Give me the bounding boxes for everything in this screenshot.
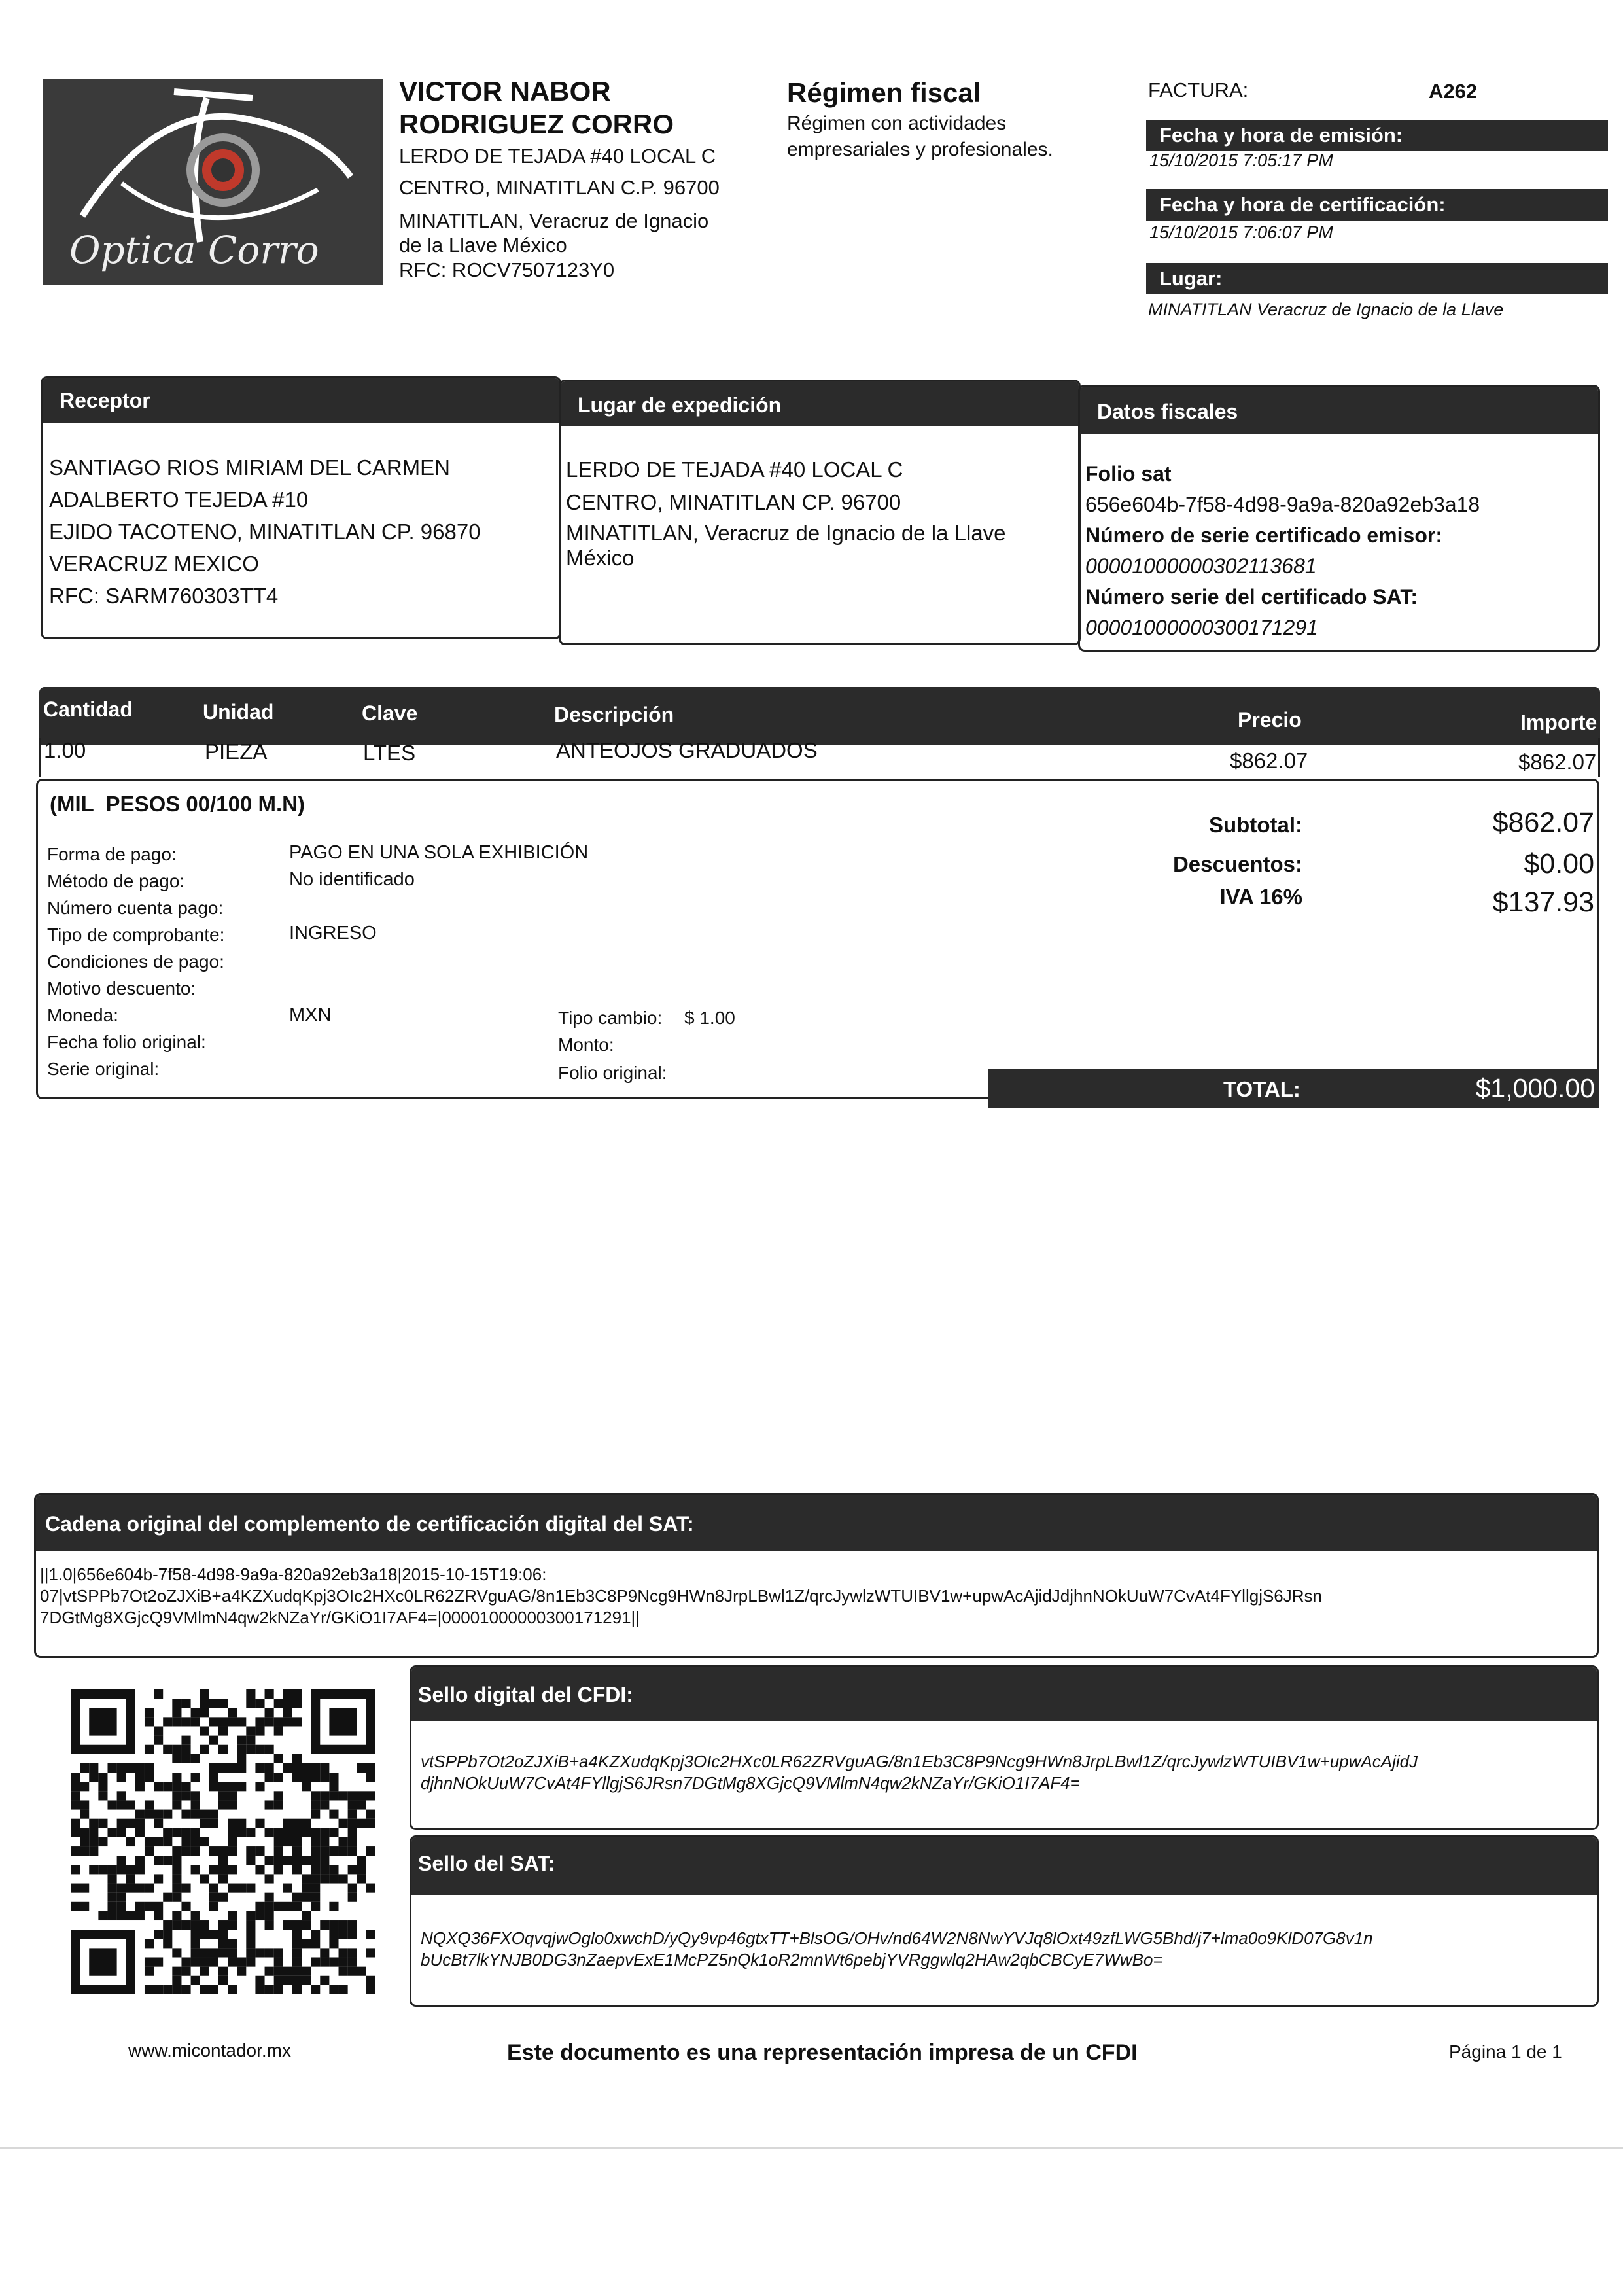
issuer-name-1: VICTOR NABOR bbox=[399, 76, 611, 107]
row-unidad: PIEZA bbox=[205, 739, 268, 764]
cadena-line-1: ||1.0|656e604b-7f58-4d98-9a9a-820a92eb3a18|2015-10-15T19:06: bbox=[40, 1564, 547, 1584]
certificacion-value: 15/10/2015 7:06:07 PM bbox=[1149, 222, 1333, 242]
row-importe: $862.07 bbox=[1518, 750, 1597, 774]
motivo-label: Motivo descuento: bbox=[47, 978, 196, 998]
qr-code bbox=[71, 1689, 375, 1994]
sello-cfdi-header: Sello digital del CFDI: bbox=[411, 1667, 1597, 1721]
metodo-pago-value: No identificado bbox=[289, 869, 415, 890]
expedicion-header: Lugar de expedición bbox=[561, 381, 1079, 426]
sello-sat-header: Sello del SAT: bbox=[411, 1837, 1597, 1895]
folio-original-label: Folio original: bbox=[558, 1063, 667, 1083]
row-cantidad: 1.00 bbox=[44, 738, 86, 762]
forma-pago-value: PAGO EN UNA SOLA EXHIBICIÓN bbox=[289, 842, 589, 863]
receptor-line-4: VERACRUZ MEXICO bbox=[49, 552, 259, 576]
footer-divider bbox=[0, 2147, 1623, 2149]
iva-value: $137.93 bbox=[1492, 887, 1594, 918]
receptor-header: Receptor bbox=[43, 378, 559, 423]
expedicion-line-2: CENTRO, MINATITLAN CP. 96700 bbox=[566, 490, 901, 514]
issuer-address-3: MINATITLAN, Veracruz de Ignacio bbox=[399, 209, 709, 232]
lugar-header: Lugar: bbox=[1146, 263, 1608, 294]
cadena-line-3: 7DGtMg8XGjcQ9VMlmN4qw2kNZaYr/GKiO1I7AF4=|00001000000300171291|| bbox=[40, 1608, 640, 1627]
expedicion-line-1: LERDO DE TEJADA #40 LOCAL C bbox=[566, 457, 903, 482]
tipo-cambio-label: Tipo cambio: bbox=[558, 1008, 663, 1028]
issuer-rfc: RFC: ROCV7507123Y0 bbox=[399, 258, 615, 281]
receptor-line-3: EJIDO TACOTENO, MINATITLAN CP. 96870 bbox=[49, 520, 481, 544]
monto-label: Monto: bbox=[558, 1034, 614, 1055]
fiscales-header: Datos fiscales bbox=[1080, 387, 1598, 434]
cadena-line-2: 07|vtSPPb7Ot2oZJXiB+a4KZXudqKpj3OIc2HXc0LR62ZRVguAG/8n1Eb3C8P9Ncg9HWn8JrpLBwl1Z/qrcJywlzWTUIBV1w+upwAcAjidJdjhnNOkUuW7CvAt4FYllgjS6JRsn bbox=[40, 1586, 1323, 1606]
issuer-address-4: de la Llave México bbox=[399, 234, 567, 256]
expedicion-line-4: México bbox=[566, 546, 635, 570]
table-row bbox=[39, 738, 1600, 777]
sello-sat-line-2: bUcBt7lkYNJB0DG3nZaepvExE1McPZ5nQk1oR2mnWt6pebjYVRggwlq2HAw2qbCBCyE7WwBo= bbox=[421, 1950, 1163, 1969]
factura-label: FACTURA: bbox=[1148, 79, 1249, 101]
serie-original-label: Serie original: bbox=[47, 1059, 160, 1079]
regimen-line-2: empresariales y profesionales. bbox=[787, 139, 1053, 160]
footer-note: Este documento es una representación impresa de un CFDI bbox=[507, 2040, 1138, 2065]
tipo-comprobante-value: INGRESO bbox=[289, 923, 377, 944]
receptor-line-1: SANTIAGO RIOS MIRIAM DEL CARMEN bbox=[49, 455, 451, 480]
total-value: $1,000.00 bbox=[1475, 1073, 1595, 1103]
subtotal-value: $862.07 bbox=[1492, 807, 1594, 838]
issuer-address-2: CENTRO, MINATITLAN C.P. 96700 bbox=[399, 176, 720, 199]
footer-website[interactable]: www.micontador.mx bbox=[128, 2040, 291, 2060]
row-precio: $862.07 bbox=[1230, 749, 1308, 773]
factura-value: A262 bbox=[1429, 80, 1478, 103]
receptor-line-5: RFC: SARM760303TT4 bbox=[49, 584, 279, 608]
sello-cfdi-box bbox=[410, 1665, 1599, 1830]
logo-text: Optica Corro bbox=[69, 228, 319, 272]
folio-sat-label: Folio sat bbox=[1085, 462, 1172, 486]
sello-sat-box bbox=[410, 1835, 1599, 2007]
metodo-pago-label: Método de pago: bbox=[47, 871, 185, 891]
tipo-comprobante-label: Tipo de comprobante: bbox=[47, 925, 225, 945]
issuer-name-2: RODRIGUEZ CORRO bbox=[399, 109, 674, 139]
col-importe: Importe bbox=[1520, 711, 1597, 734]
col-unidad: Unidad bbox=[203, 700, 274, 724]
issuer-block bbox=[399, 75, 765, 283]
qr-code-icon bbox=[71, 1689, 375, 1994]
items-header bbox=[39, 687, 1600, 745]
payment-labels bbox=[47, 841, 224, 1082]
emision-header: Fecha y hora de emisión: bbox=[1146, 120, 1608, 151]
sello-sat-line-1: NQXQ36FXOqvqjwOglo0xwchD/yQy9vp46gtxTT+BlsOG/OHv/nd64W2N8NwYVJq8lOxt49zfLWG5Bhd/j7+lma0o9KlD07G8v1n bbox=[421, 1928, 1373, 1948]
forma-pago-label: Forma de pago: bbox=[47, 844, 177, 864]
receptor-box bbox=[41, 376, 561, 639]
serie-emisor-label: Número de serie certificado emisor: bbox=[1085, 523, 1442, 547]
moneda-value: MXN bbox=[289, 1004, 332, 1025]
condiciones-label: Condiciones de pago: bbox=[47, 951, 224, 972]
expedicion-line-3: MINATITLAN, Veracruz de Ignacio de la Llave bbox=[566, 521, 1006, 545]
lugar-value: MINATITLAN Veracruz de Ignacio de la Llave bbox=[1148, 300, 1504, 319]
moneda-label: Moneda: bbox=[47, 1005, 118, 1025]
sello-cfdi-line-2: djhnNOkUuW7CvAt4FYllgjS6JRsn7DGtMg8XGjcQ9VMlmN4qw2kNZaYr/GKiO1I7AF4= bbox=[421, 1773, 1080, 1793]
summary-box bbox=[36, 779, 1599, 1099]
total-bar bbox=[988, 1069, 1599, 1108]
issuer-address-1: LERDO DE TEJADA #40 LOCAL C bbox=[399, 145, 716, 168]
logo bbox=[43, 79, 383, 285]
col-cantidad: Cantidad bbox=[43, 698, 133, 721]
row-descripcion: ANTEOJOS GRADUADOS bbox=[556, 738, 818, 762]
receptor-line-2: ADALBERTO TEJEDA #10 bbox=[49, 487, 309, 512]
descuentos-label: Descuentos: bbox=[1172, 852, 1302, 876]
subtotal-label: Subtotal: bbox=[1209, 813, 1302, 837]
certificacion-header: Fecha y hora de certificación: bbox=[1146, 189, 1608, 221]
regimen-title: Régimen fiscal bbox=[787, 77, 981, 108]
regimen-block bbox=[787, 75, 1127, 163]
serie-sat-label: Número serie del certificado SAT: bbox=[1085, 585, 1418, 609]
col-descripcion: Descripción bbox=[554, 703, 674, 726]
serie-sat-value: 00001000000300171291 bbox=[1085, 616, 1318, 639]
sello-cfdi-line-1: vtSPPb7Ot2oZJXiB+a4KZXudqKpj3OIc2HXc0LR62ZRVguAG/8n1Eb3C8P9Ncg9HWn8JrpLBwl1Z/qrcJywlzWTUIBV1w+upwAcAjidJ bbox=[421, 1752, 1418, 1771]
row-clave: LTES bbox=[363, 741, 416, 765]
folio-sat-value: 656e604b-7f58-4d98-9a9a-820a92eb3a18 bbox=[1085, 493, 1480, 516]
fecha-folio-label: Fecha folio original: bbox=[47, 1032, 206, 1052]
emision-value: 15/10/2015 7:05:17 PM bbox=[1149, 150, 1333, 170]
fiscales-box bbox=[1078, 385, 1600, 652]
descuentos-value: $0.00 bbox=[1524, 848, 1594, 879]
col-precio: Precio bbox=[1238, 708, 1302, 732]
iva-label: IVA 16% bbox=[1219, 885, 1302, 909]
col-clave: Clave bbox=[362, 701, 418, 725]
regimen-line-1: Régimen con actividades bbox=[787, 113, 1007, 134]
expedicion-box bbox=[559, 380, 1081, 645]
cadena-box bbox=[34, 1493, 1599, 1658]
serie-emisor-value: 00001000000302113681 bbox=[1085, 554, 1317, 578]
cadena-header: Cadena original del complemento de certificación digital del SAT: bbox=[36, 1495, 1597, 1551]
footer-page: Página 1 de 1 bbox=[1449, 2041, 1562, 2062]
amount-in-words: (MIL PESOS 00/100 M.N) bbox=[50, 792, 305, 816]
tipo-cambio-value: $ 1.00 bbox=[684, 1008, 735, 1028]
total-label: TOTAL: bbox=[1223, 1077, 1300, 1101]
cuenta-pago-label: Número cuenta pago: bbox=[47, 898, 224, 918]
